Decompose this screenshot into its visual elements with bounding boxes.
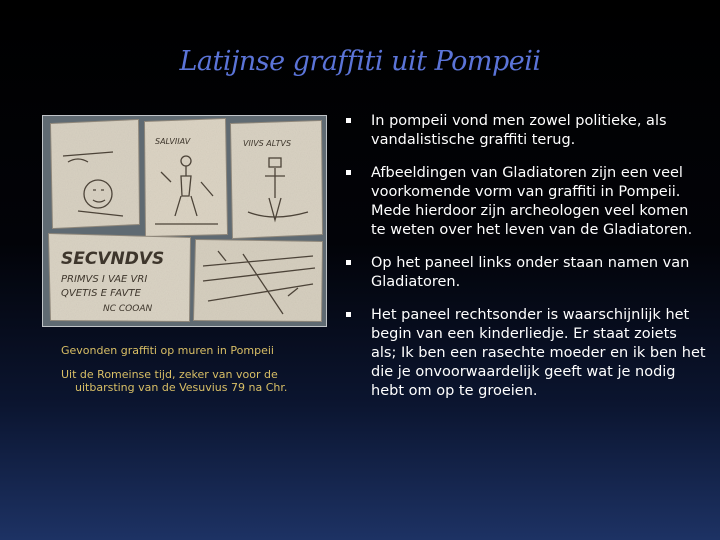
square-bullet-icon xyxy=(346,118,351,123)
square-bullet-icon xyxy=(346,260,351,265)
bullet-text: In pompeii vond men zowel politieke, als vandalistische graffiti terug. xyxy=(371,113,667,148)
bullet-list xyxy=(346,112,706,415)
panel-text-bottom-left-3: QVETIS E FAVTE xyxy=(61,288,141,299)
square-bullet-icon xyxy=(346,170,351,175)
bullet-text: Het paneel rechtsonder is waarschijnlijk het begin van een kinderliedje. Er staat zoiets als; Ik ben een rasechte moeder en ik ben het die je onvoorwaardelijk geeft wat je nodig hebt om op te groeien. xyxy=(371,307,706,399)
bullet-text: Afbeeldingen van Gladiatoren zijn een veel voorkomende vorm van graffiti in Pompeii. Mede hierdoor zijn archeologen veel komen te weten over het leven van de Gladiatoren. xyxy=(371,165,693,238)
bullet-text: Op het paneel links onder staan namen van Gladiatoren. xyxy=(371,255,690,290)
graffiti-photo xyxy=(42,115,327,327)
panel-text-bottom-left-2: PRIMVS I VAE VRI xyxy=(61,274,148,285)
graffiti-panels-illustration xyxy=(43,116,326,326)
panel-text-bottom-left-4: NC COOAN xyxy=(103,304,153,314)
bullet-item xyxy=(346,306,706,401)
photo-caption-location: Gevonden graffiti op muren in Pompeii xyxy=(61,344,274,357)
bullet-item xyxy=(346,254,706,292)
square-bullet-icon xyxy=(346,312,351,317)
panel-text-bottom-left-1: SECVNDVS xyxy=(61,249,165,269)
bullet-item xyxy=(346,112,706,150)
panel-text-top-right: VIIVS ALTVS xyxy=(243,139,292,148)
bullet-item xyxy=(346,164,706,240)
panel-text-top-center: SALVIIAV xyxy=(155,137,191,146)
slide-title: Latijnse graffiti uit Pompeii xyxy=(179,46,541,77)
photo-caption-date: Uit de Romeinse tijd, zeker van voor de uitbarsting van de Vesuvius 79 na Chr. xyxy=(61,368,288,394)
